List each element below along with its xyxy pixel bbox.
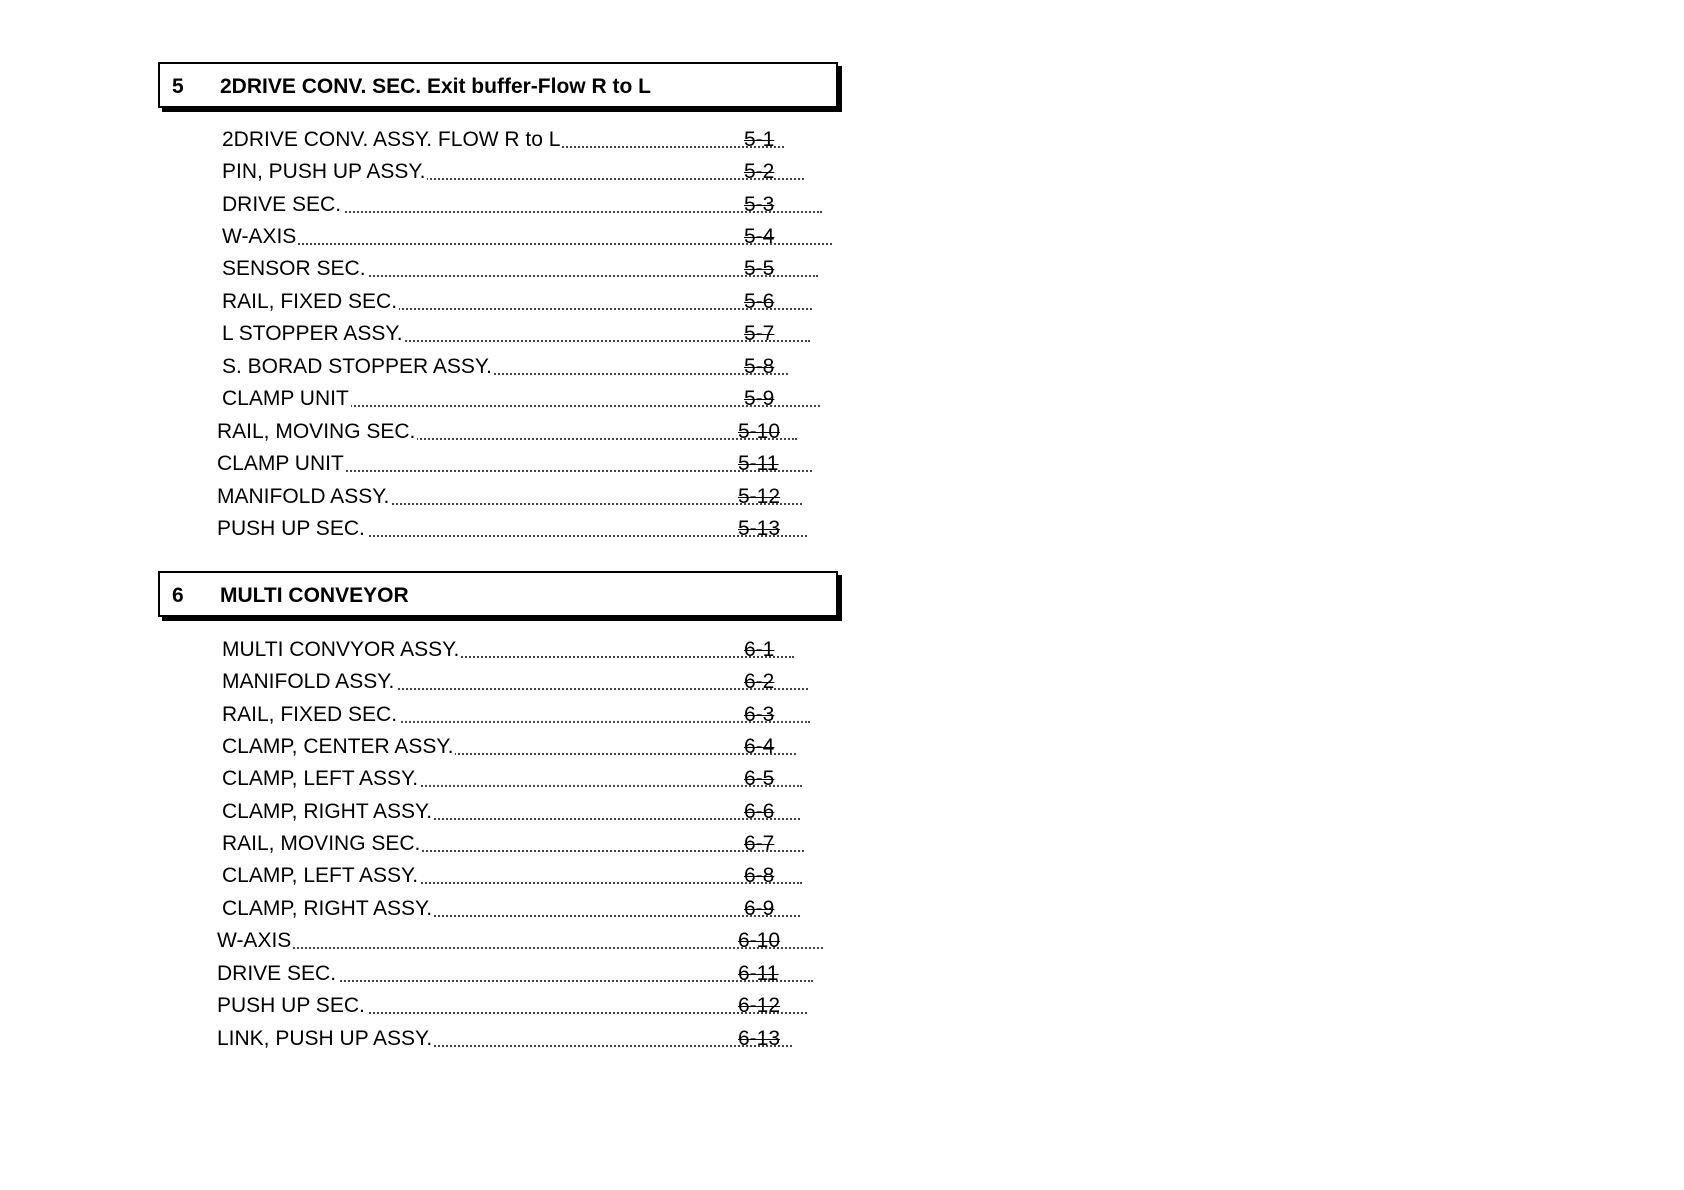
toc-entry-page: 6-6 [744,800,775,823]
toc-entry[interactable] [222,670,808,700]
toc-entry-label: PUSH UP SEC. [217,517,365,540]
toc-entry-page: 6-2 [744,670,775,693]
toc-entry-page: 6-11 [738,962,779,985]
toc-entry-label: CLAMP UNIT [217,452,344,475]
toc-entry-label: CLAMP, LEFT ASSY. [222,864,419,887]
toc-entry-label: 2DRIVE CONV. ASSY. FLOW R to L [222,128,561,151]
toc-entry-page: 5-7 [744,322,775,345]
toc-entry-label: RAIL, FIXED SEC. [222,290,398,313]
toc-entry-label: DRIVE SEC. [222,193,342,216]
toc-entry-page: 5-10 [738,420,781,443]
toc-entry-page: 6-3 [744,703,775,726]
toc-entry-page: 5-11 [738,452,779,475]
toc-entry[interactable] [222,387,820,417]
toc-entry-label: CLAMP UNIT [222,387,349,410]
toc-entry-page: 5-1 [744,128,775,151]
toc-entry-page: 6-12 [738,994,781,1017]
toc-entry-page: 6-8 [744,864,775,887]
toc-entry-page: 6-13 [738,1027,781,1050]
toc-entry-page: 6-1 [744,638,775,661]
toc-entry-page: 5-2 [744,160,775,183]
toc-entry-label: MANIFOLD ASSY. [222,670,395,693]
toc-entry-page: 6-7 [744,832,775,855]
toc-entry-page: 5-12 [738,485,781,508]
leader-dots [217,947,823,949]
toc-entry[interactable] [217,452,812,482]
toc-entry-label: W-AXIS [222,225,297,248]
toc-entry[interactable] [222,832,804,862]
toc-entry-label: CLAMP, RIGHT ASSY. [222,897,433,920]
toc-entry-label: PIN, PUSH UP ASSY. [222,160,426,183]
toc-entry[interactable] [222,290,812,320]
toc-entry[interactable] [222,703,810,733]
toc-entry-page: 6-9 [744,897,775,920]
toc-entry[interactable] [222,767,802,797]
toc-entry-label: MANIFOLD ASSY. [217,485,390,508]
section-header-6 [158,571,838,617]
toc-entry-page: 6-4 [744,735,775,758]
toc-entry-page: 5-4 [744,225,775,248]
toc-entry[interactable] [222,322,810,352]
toc-entry[interactable] [222,355,788,385]
toc-entry-label: CLAMP, LEFT ASSY. [222,767,419,790]
leader-dots [222,243,832,245]
toc-entry[interactable] [222,193,822,223]
toc-entry[interactable] [217,962,813,992]
toc-entry[interactable] [217,517,807,547]
toc-entry[interactable] [222,225,832,255]
toc-entry[interactable] [222,160,804,190]
toc-entry-page: 5-6 [744,290,775,313]
toc-entry-label: DRIVE SEC. [217,962,337,985]
section-title: 2DRIVE CONV. SEC. Exit buffer-Flow R to L [220,75,651,98]
toc-entry-label: RAIL, MOVING SEC. [217,420,416,443]
toc-entry-label: PUSH UP SEC. [217,994,365,1017]
toc-entry[interactable] [222,897,800,927]
section-number: 6 [172,584,184,607]
toc-entry[interactable] [222,735,796,765]
toc-entry-label: S. BORAD STOPPER ASSY. [222,355,492,378]
toc-entry-label: L STOPPER ASSY. [222,322,403,345]
toc-entry[interactable] [217,1027,792,1057]
toc-entry-page: 6-5 [744,767,775,790]
toc-entry[interactable] [222,800,800,830]
toc-entry-label: SENSOR SEC. [222,257,366,280]
toc-entry-page: 6-10 [738,929,781,952]
toc-entry[interactable] [217,420,797,450]
toc-entry[interactable] [222,638,794,668]
toc-entry[interactable] [217,485,802,515]
toc-entry-page: 5-5 [744,257,775,280]
section-header-5 [158,62,838,108]
toc-entry-label: RAIL, FIXED SEC. [222,703,398,726]
toc-entry-page: 5-3 [744,193,775,216]
toc-entry-label: CLAMP, RIGHT ASSY. [222,800,433,823]
toc-entry-label: MULTI CONVYOR ASSY. [222,638,460,661]
toc-entry[interactable] [222,257,818,287]
toc-entry-label: CLAMP, CENTER ASSY. [222,735,454,758]
toc-entry[interactable] [222,864,802,894]
toc-entry-page: 5-13 [738,517,781,540]
toc-entry[interactable] [217,929,823,959]
section-number: 5 [172,75,184,98]
toc-entry[interactable] [217,994,807,1024]
toc-entry-page: 5-9 [744,387,775,410]
toc-entry-page: 5-8 [744,355,775,378]
toc-entry-label: RAIL, MOVING SEC. [222,832,421,855]
section-title: MULTI CONVEYOR [220,584,409,607]
toc-entry[interactable] [222,128,784,158]
toc-entry-label: LINK, PUSH UP ASSY. [217,1027,433,1050]
toc-entry-label: W-AXIS [217,929,292,952]
